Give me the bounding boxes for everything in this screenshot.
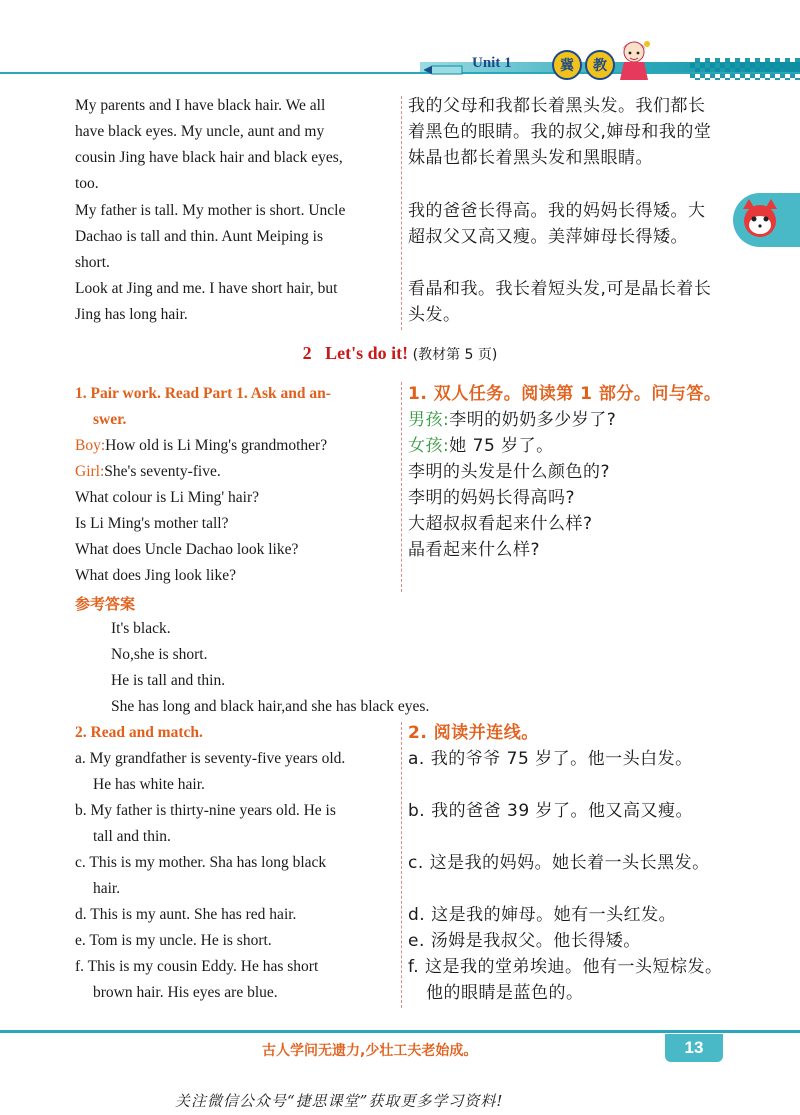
side-tab xyxy=(733,193,800,247)
match-zh xyxy=(408,954,730,1006)
page-number: 13 xyxy=(665,1034,723,1062)
dialog-text-zh: 她 75 岁了。 xyxy=(449,436,554,456)
section-heading: 2 Let's do it! xyxy=(302,343,409,363)
en-line: a. My grandfather is seventy-five years old. xyxy=(75,750,346,767)
speaker-label: Girl: xyxy=(75,463,105,480)
zh-line: d. 这是我的婶母。她有一头红发。 xyxy=(408,905,677,925)
question-line: What does Jing look like? xyxy=(75,567,236,584)
match-en xyxy=(75,902,393,928)
read-match-title-zh: 2. 阅读并连线。 xyxy=(408,723,539,743)
read-match-title-zh-wrap xyxy=(408,720,730,746)
read-match-title: 2. Read and match. xyxy=(75,724,203,741)
answer-item: It's black. xyxy=(111,620,171,637)
en-line: brown hair. His eyes are blue. xyxy=(93,984,278,1001)
en-line: short. xyxy=(75,254,110,271)
answer-item: He is tall and thin. xyxy=(111,672,226,689)
answer-item: She has long and black hair,and she has black eyes. xyxy=(111,698,430,715)
en-line: He has white hair. xyxy=(93,776,205,793)
page-reference: (教材第 5 页) xyxy=(412,347,498,363)
match-zh xyxy=(408,850,730,876)
zh-line: 我的爸爸长得高。我的妈妈长得矮。大 xyxy=(408,201,706,221)
zh-line: 着黑色的眼睛。我的叔父,婶母和我的堂 xyxy=(408,122,712,142)
en-line: b. My father is thirty-nine years old. He is xyxy=(75,802,336,819)
zh-line: c. 这是我的妈妈。她长着一头长黑发。 xyxy=(408,853,710,873)
question-line: What colour is Li Ming' hair? xyxy=(75,489,260,506)
en-line: too. xyxy=(75,175,99,192)
answer-item: No,she is short. xyxy=(111,646,208,663)
pair-work-title-cont: swer. xyxy=(93,411,127,428)
question-line: Is Li Ming's mother tall? xyxy=(75,515,229,532)
chinese-paragraph xyxy=(408,93,730,171)
match-en xyxy=(75,798,393,850)
match-zh xyxy=(408,928,730,954)
question-line-zh: 李明的头发是什么颜色的? xyxy=(408,462,611,482)
question-line: What does Uncle Dachao look like? xyxy=(75,541,299,558)
en-line: hair. xyxy=(93,880,121,897)
question-line-zh: 晶看起来什么样? xyxy=(408,540,541,560)
read-match-title-en-wrap xyxy=(75,720,393,746)
chinese-paragraph xyxy=(408,276,730,328)
zh-line: b. 我的爸爸 39 岁了。他又高又瘦。 xyxy=(408,801,694,821)
en-line: c. This is my mother. Sha has long black xyxy=(75,854,327,871)
dialog-line-zh xyxy=(408,407,730,433)
pair-work-chinese xyxy=(408,381,730,563)
footer-rule xyxy=(0,1030,800,1033)
en-line: f. This is my cousin Eddy. He has short xyxy=(75,958,319,975)
answers-title: 参考答案 xyxy=(75,595,136,613)
zh-line: 妹晶也都长着黑头发和黑眼睛。 xyxy=(408,148,653,168)
zh-line: 我的父母和我都长着黑头发。我们都长 xyxy=(408,96,706,116)
header-rule xyxy=(0,72,800,74)
match-en xyxy=(75,850,393,902)
pair-work-title: 1. Pair work. Read Part 1. Ask and an- xyxy=(75,385,331,402)
dialog-line-zh xyxy=(408,433,730,459)
en-line: e. Tom is my uncle. He is short. xyxy=(75,932,272,949)
en-line: Look at Jing and me. I have short hair, but xyxy=(75,280,338,297)
en-line: My father is tall. My mother is short. Uncle xyxy=(75,202,346,219)
speaker-label-zh: 女孩: xyxy=(408,436,450,456)
en-line: Dachao is tall and thin. Aunt Meiping is xyxy=(75,228,323,245)
match-en xyxy=(75,954,393,1006)
dialog-text: She's seventy-five. xyxy=(104,463,221,480)
cartoon-girl-icon xyxy=(614,36,654,82)
pair-work-title-zh: 1. 双人任务。阅读第 1 部分。问与答。 xyxy=(408,384,722,404)
english-paragraph xyxy=(75,198,393,276)
match-en xyxy=(75,746,393,798)
zh-line: a. 我的爷爷 75 岁了。他一头白发。 xyxy=(408,749,693,769)
match-zh xyxy=(408,798,730,824)
badge-jiao: 教 xyxy=(585,50,615,80)
zh-line: 超叔父又高又瘦。美萍婶母长得矮。 xyxy=(408,227,688,247)
cartoon-fox-icon xyxy=(737,197,783,243)
answers-list xyxy=(111,616,429,720)
footer-motto: 古人学问无遗力,少壮工夫老始成。 xyxy=(262,1043,478,1059)
badge-ji: 冀 xyxy=(552,50,582,80)
zh-line: 看晶和我。我长着短头发,可是晶长着长 xyxy=(408,279,712,299)
zh-line: 他的眼睛是蓝色的。 xyxy=(426,983,584,1003)
unit-label: Unit 1 xyxy=(472,55,512,71)
match-en xyxy=(75,928,393,954)
en-line: have black eyes. My uncle, aunt and my xyxy=(75,123,325,140)
zh-line: 头发。 xyxy=(408,305,461,325)
header-checker-pattern xyxy=(690,58,800,80)
question-line-zh: 李明的妈妈长得高吗? xyxy=(408,488,576,508)
pencil-icon xyxy=(424,56,464,76)
en-line: cousin Jing have black hair and black eyes, xyxy=(75,149,343,166)
en-line: My parents and I have black hair. We all xyxy=(75,97,326,114)
en-line: Jing has long hair. xyxy=(75,306,188,323)
dialog-line xyxy=(75,459,393,485)
zh-line: e. 汤姆是我叔父。他长得矮。 xyxy=(408,931,641,951)
zh-line: f. 这是我的堂弟埃迪。他有一头短棕发。 xyxy=(408,957,723,977)
pair-work-english xyxy=(75,381,393,589)
english-paragraph xyxy=(75,276,393,328)
column-divider-3 xyxy=(401,722,402,1008)
column-divider-1 xyxy=(401,96,402,330)
match-zh xyxy=(408,746,730,772)
speaker-label-zh: 男孩: xyxy=(408,410,450,430)
match-zh xyxy=(408,902,730,928)
en-line: tall and thin. xyxy=(93,828,171,845)
en-line: d. This is my aunt. She has red hair. xyxy=(75,906,297,923)
speaker-label: Boy: xyxy=(75,437,106,454)
section-title xyxy=(0,343,800,364)
english-paragraph xyxy=(75,93,393,197)
dialog-line xyxy=(75,433,393,459)
column-divider-2 xyxy=(401,382,402,592)
dialog-text-zh: 李明的奶奶多少岁了? xyxy=(449,410,617,430)
chinese-paragraph xyxy=(408,198,730,250)
dialog-text: How old is Li Ming's grandmother? xyxy=(105,437,328,454)
question-line-zh: 大超叔叔看起来什么样? xyxy=(408,514,593,534)
handwritten-note: 关注微信公众号“捷思课堂”获取更多学习资料! xyxy=(175,1092,504,1110)
